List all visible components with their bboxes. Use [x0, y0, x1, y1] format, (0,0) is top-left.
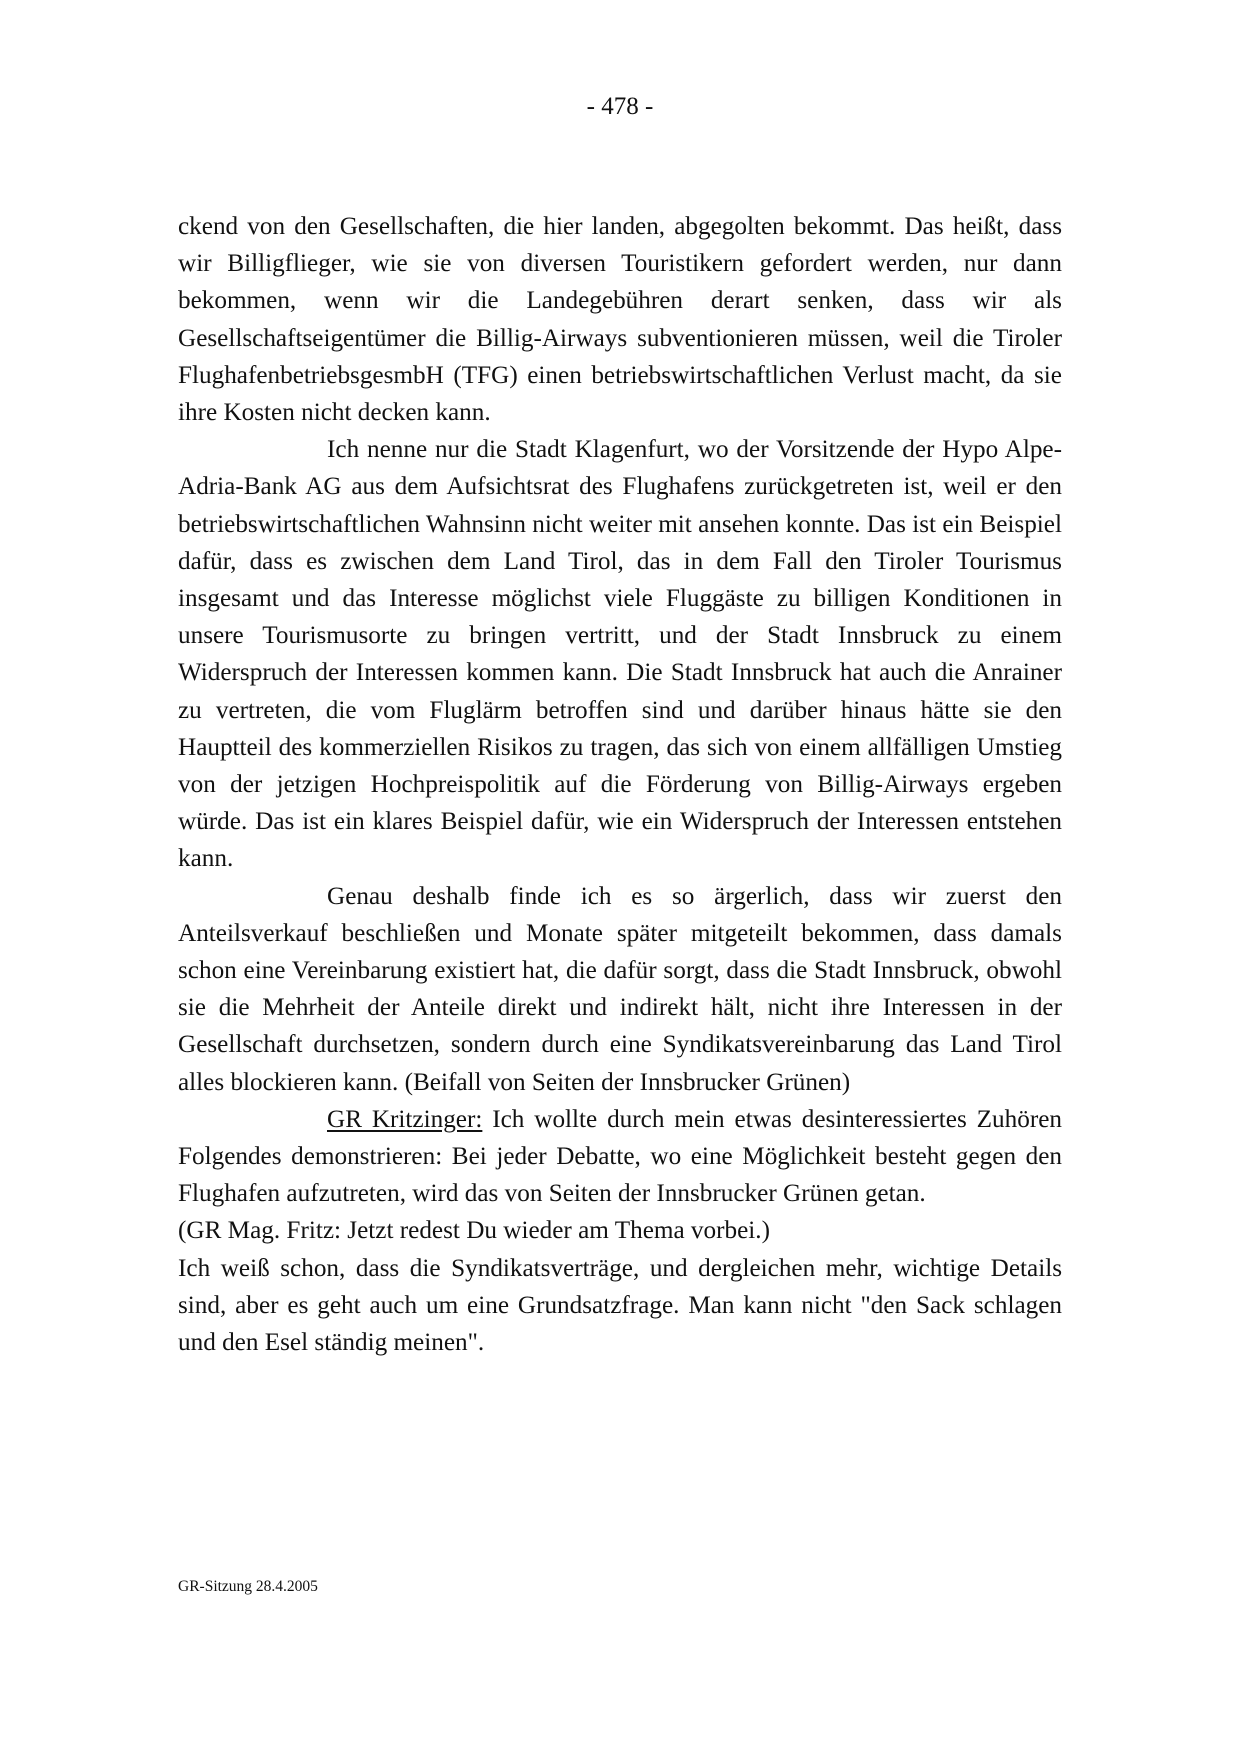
- paragraph-kritzinger-statement: [178, 1101, 1062, 1213]
- paragraph-continuation: ckend von den Gesellschaften, die hier landen, abgegolten bekommt. Das heißt, dass wir Billigflieger, wie sie von diversen Touristikern gefordert werden, nur dann bekommen, wenn wir die Landegebühren derart senken, dass wir als Gesellschaftseigentümer die Billig-Airways subventionieren müssen, weil die Tiroler FlughafenbetriebsgesmbH (TFG) einen betriebswirtschaftlichen Verlust macht, da sie ihre Kosten nicht decken kann.: [178, 213, 1062, 427]
- paragraph-interjection: (GR Mag. Fritz: Jetzt redest Du wieder am Thema vorbei.): [178, 1217, 770, 1245]
- speaker-text: Ich wollte durch mein etwas desinteressiertes Zuhören Folgendes demonstrieren: Bei jeder Debatte, wo eine Möglichkeit besteht gegen den Flughafen aufzutreten, wird das von Seiten der Innsbrucker Grünen getan.: [178, 1105, 1062, 1208]
- paragraph-klagenfurt-example: Ich nenne nur die Stadt Klagenfurt, wo der Vorsitzende der Hypo Alpe-Adria-Bank AG aus dem Aufsichtsrat des Flughafens zurückgetreten ist, weil er den betriebswirtschaftlichen Wahnsinn nicht weiter mit ansehen konnte. Das ist ein Beispiel dafür, dass es zwischen dem Land Tirol, das in dem Fall den Tiroler Tourismus insgesamt und das Interesse möglichst viele Fluggäste zu billigen Konditionen in unsere Tourismusorte zu bringen vertritt, und der Stadt Innsbruck zu einem Widerspruch der Interessen kommen kann. Die Stadt Innsbruck hat auch die Anrainer zu vertreten, die vom Fluglärm betroffen sind und darüber hinaus hätte sie den Hauptteil des kommerziellen Risikos zu tragen, das sich von einem allfälligen Umstieg von der jetzigen Hochpreispolitik auf die Förderung von Billig-Airways ergeben würde. Das ist ein klares Beispiel dafür, wie ein Widerspruch der Interessen entstehen kann.: [178, 436, 1062, 873]
- document-body: [178, 208, 1062, 1361]
- paragraph-share-sale: Genau deshalb finde ich es so ärgerlich, dass wir zuerst den Anteilsverkauf beschließen und Monate später mitgeteilt bekommen, dass damals schon eine Vereinbarung existiert hat, die dafür sorgt, dass die Stadt Innsbruck, obwohl sie die Mehrheit der Anteile direkt und indirekt hält, nicht ihre Interessen in der Gesellschaft durchsetzen, sondern durch eine Syndikatsvereinbarung das Land Tirol alles blockieren kann. (Beifall von Seiten der Innsbrucker Grünen): [178, 882, 1062, 1096]
- footer-session-date: GR-Sitzung 28.4.2005: [178, 1578, 318, 1595]
- page-number: - 478 -: [586, 93, 654, 120]
- speaker-name: GR Kritzinger:: [327, 1105, 483, 1133]
- paragraph-closing: Ich weiß schon, dass die Syndikatsverträge, und dergleichen mehr, wichtige Details sind, aber es geht auch um eine Grundsatzfrage. Man kann nicht "den Sack schlagen und den Esel ständig meinen".: [178, 1254, 1062, 1357]
